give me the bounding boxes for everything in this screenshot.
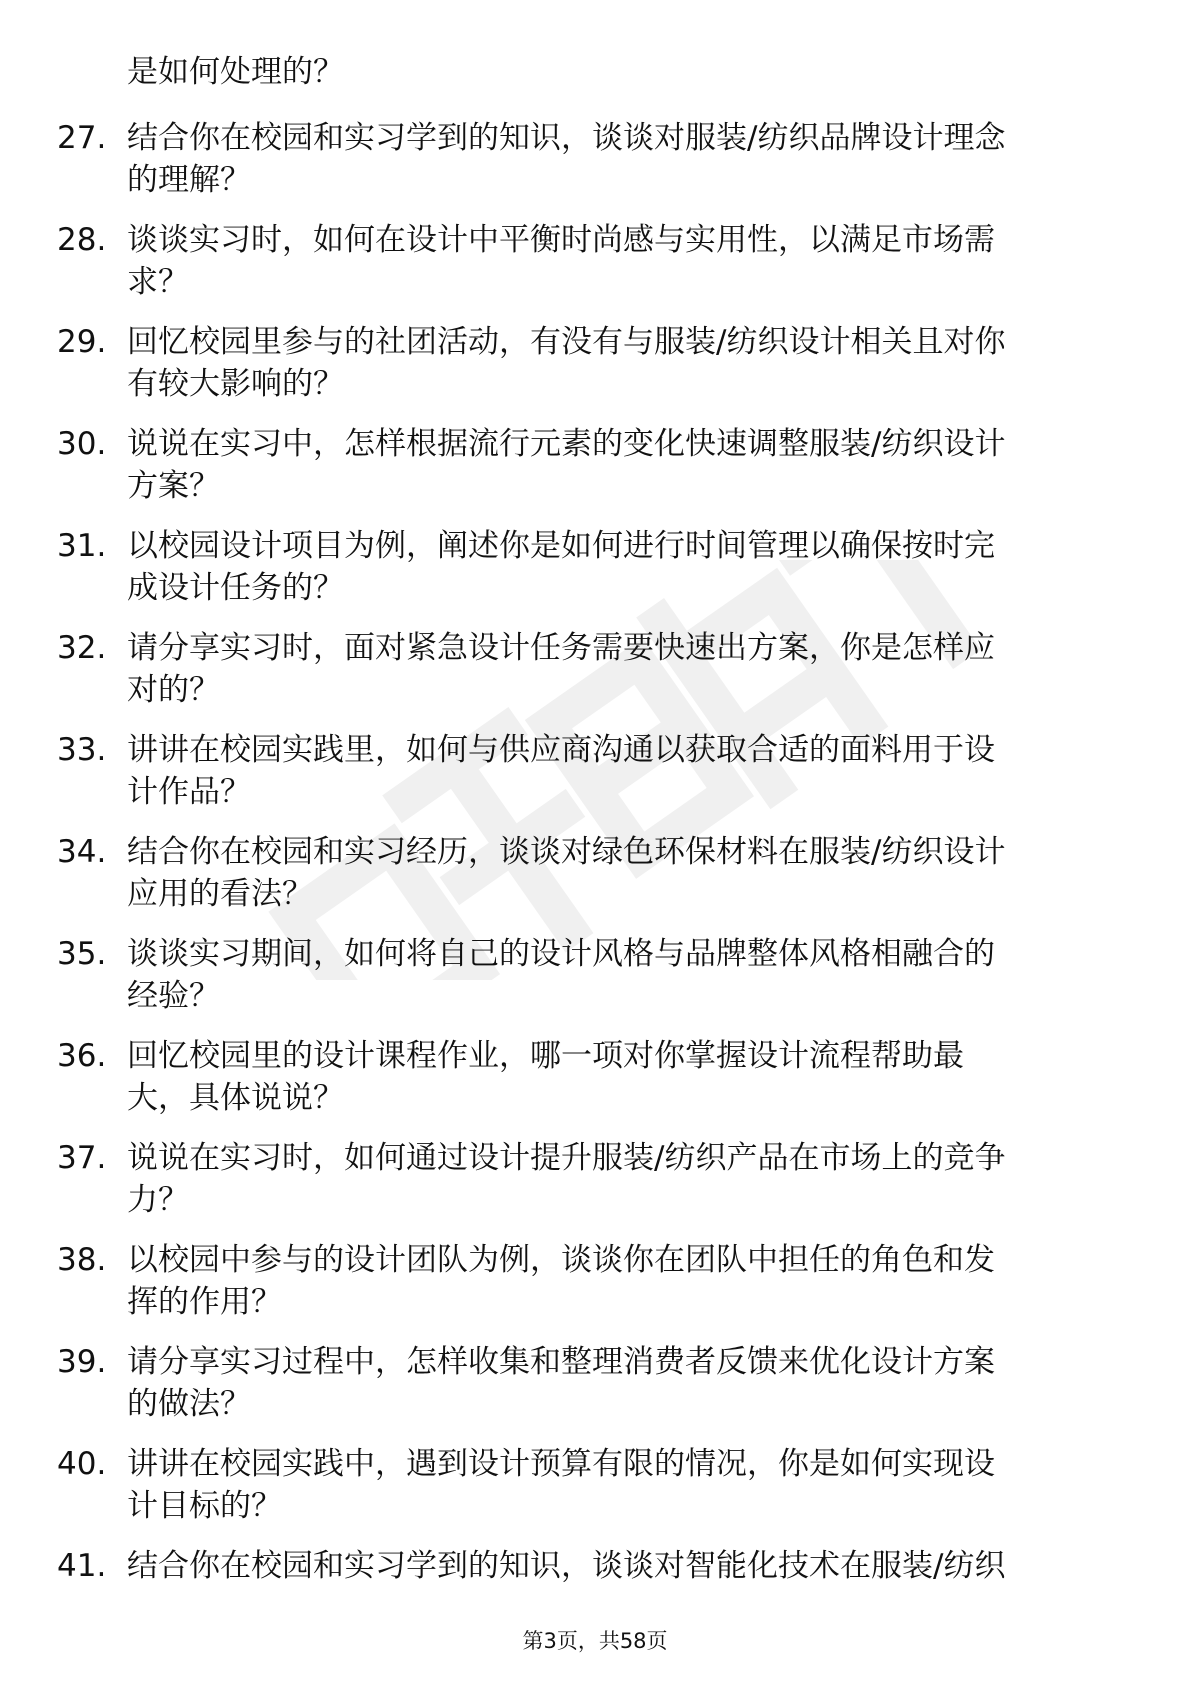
question-text-line: 谈谈实习时，如何在设计中平衡时尚感与实用性，以满足市场需	[127, 222, 995, 258]
question-text	[127, 831, 1127, 915]
question-item	[0, 214, 1190, 316]
question-text-line: 讲讲在校园实践里，如何与供应商沟通以获取合适的面料用于设	[127, 732, 995, 768]
question-text	[127, 1341, 1127, 1425]
question-text	[127, 627, 1127, 711]
question-number: 32.	[57, 630, 107, 666]
question-text-line: 对的？	[127, 672, 220, 708]
question-number: 33.	[57, 732, 107, 768]
question-text-line: 计目标的？	[127, 1488, 282, 1524]
question-text-line: 求？	[127, 264, 189, 300]
question-list	[0, 112, 1190, 1642]
question-text-line: 计作品？	[127, 774, 251, 810]
question-text-line: 的做法？	[127, 1386, 251, 1422]
question-text-line: 请分享实习时，面对紧急设计任务需要快速出方案，你是怎样应	[127, 630, 995, 666]
question-text	[127, 1137, 1127, 1221]
question-text-line: 以校园设计项目为例，阐述你是如何进行时间管理以确保按时完	[127, 528, 995, 564]
question-number: 36.	[57, 1038, 107, 1074]
question-text	[127, 1545, 1127, 1587]
question-text	[127, 1035, 1127, 1119]
question-text	[127, 525, 1127, 609]
question-number: 27.	[57, 120, 107, 156]
question-number: 39.	[57, 1344, 107, 1380]
question-item	[0, 622, 1190, 724]
question-text	[127, 1239, 1127, 1323]
question-text-line: 经验？	[127, 978, 220, 1014]
question-number: 31.	[57, 528, 107, 564]
question-text-line: 成设计任务的？	[127, 570, 344, 606]
question-item	[0, 112, 1190, 214]
question-text	[127, 117, 1127, 201]
question-text	[127, 729, 1127, 813]
continuation-text: 是如何处理的？	[127, 54, 344, 90]
question-item	[0, 724, 1190, 826]
question-text-line: 应用的看法？	[127, 876, 313, 912]
question-text	[127, 219, 1127, 303]
question-text-line: 回忆校园里参与的社团活动，有没有与服装/纺织设计相关且对你	[127, 324, 1006, 360]
question-text-line: 有较大影响的？	[127, 366, 344, 402]
question-item	[0, 1336, 1190, 1438]
question-text-line: 结合你在校园和实习学到的知识，谈谈对服装/纺织品牌设计理念	[127, 120, 1006, 156]
question-text-line: 以校园中参与的设计团队为例，谈谈你在团队中担任的角色和发	[127, 1242, 995, 1278]
question-text	[127, 1443, 1127, 1527]
question-text-line: 谈谈实习期间，如何将自己的设计风格与品牌整体风格相融合的	[127, 936, 995, 972]
question-item	[0, 826, 1190, 928]
question-text-line: 方案？	[127, 468, 220, 504]
question-item	[0, 520, 1190, 622]
question-number: 41.	[57, 1548, 107, 1584]
question-text-line: 大，具体说说？	[127, 1080, 344, 1116]
question-text-line: 挥的作用？	[127, 1284, 282, 1320]
question-text-line: 结合你在校园和实习学到的知识，谈谈对智能化技术在服装/纺织	[127, 1548, 1006, 1584]
question-number: 28.	[57, 222, 107, 258]
question-item	[0, 418, 1190, 520]
question-text-line: 结合你在校园和实习经历，谈谈对绿色环保材料在服装/纺织设计	[127, 834, 1006, 870]
question-item	[0, 928, 1190, 1030]
question-item	[0, 1132, 1190, 1234]
question-item	[0, 1234, 1190, 1336]
question-text-line: 力？	[127, 1182, 189, 1218]
question-item	[0, 1030, 1190, 1132]
question-text	[127, 423, 1127, 507]
question-number: 30.	[57, 426, 107, 462]
question-text	[127, 933, 1127, 1017]
question-item	[0, 1438, 1190, 1540]
question-number: 37.	[57, 1140, 107, 1176]
question-text-line: 请分享实习过程中，怎样收集和整理消费者反馈来优化设计方案	[127, 1344, 995, 1380]
question-text-line: 说说在实习时，如何通过设计提升服装/纺织产品在市场上的竞争	[127, 1140, 1006, 1176]
question-text	[127, 321, 1127, 405]
question-text-line: 回忆校园里的设计课程作业，哪一项对你掌握设计流程帮助最	[127, 1038, 964, 1074]
question-number: 34.	[57, 834, 107, 870]
question-item	[0, 316, 1190, 418]
question-text-line: 说说在实习中，怎样根据流行元素的变化快速调整服装/纺织设计	[127, 426, 1006, 462]
page-footer: 第3页，共58页	[522, 1629, 668, 1653]
question-number: 29.	[57, 324, 107, 360]
question-text-line: 讲讲在校园实践中，遇到设计预算有限的情况，你是如何实现设	[127, 1446, 995, 1482]
question-number: 40.	[57, 1446, 107, 1482]
question-number: 35.	[57, 936, 107, 972]
question-text-line: 的理解？	[127, 162, 251, 198]
question-number: 38.	[57, 1242, 107, 1278]
